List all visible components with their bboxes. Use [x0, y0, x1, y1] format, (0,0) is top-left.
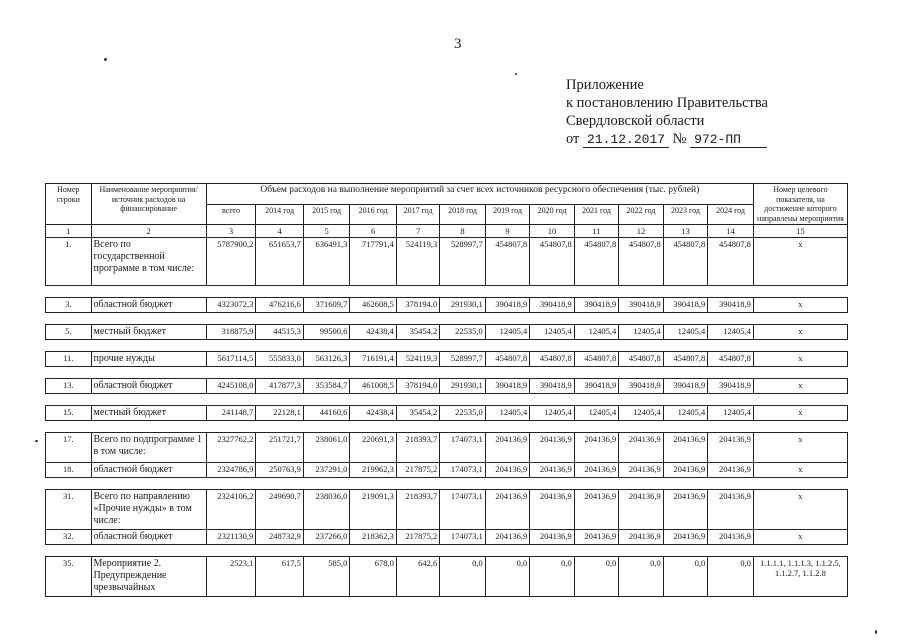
appendix-block	[566, 76, 768, 149]
date-prefix: от	[566, 131, 580, 147]
row-number-cell: 5.	[46, 325, 92, 340]
row-gap	[46, 478, 848, 490]
value-cell: 353584,7	[303, 379, 350, 394]
value-cell: 217875,2	[396, 463, 439, 478]
value-cell: 35454,2	[396, 325, 439, 340]
value-cell: 220691,3	[350, 433, 397, 463]
row-number-cell: 15.	[46, 406, 92, 421]
row-gap	[46, 394, 848, 406]
row-gap-cell	[46, 478, 848, 490]
value-cell: 218393,7	[396, 490, 439, 530]
row-name-cell: областной бюджет	[91, 379, 206, 394]
value-cell: 636491,3	[303, 238, 350, 286]
header-year: 2020 год	[530, 204, 574, 224]
value-cell: 0,0	[485, 557, 529, 597]
value-cell: 371609,7	[303, 298, 350, 313]
row-name-cell: местный бюджет	[91, 406, 206, 421]
value-cell: 528997,7	[440, 238, 486, 286]
value-cell: 204136,9	[619, 433, 663, 463]
header-row-number: Номер строки	[46, 184, 92, 225]
row-name-cell: областной бюджет	[91, 463, 206, 478]
header-volume: Объем расходов на выполнение мероприятий за счет всех источников ресурсного обеспечения (тыс. рублей)	[206, 184, 753, 205]
row-gap	[46, 340, 848, 352]
column-number: 12	[619, 225, 663, 238]
value-cell: 585,0	[303, 557, 350, 597]
value-cell: 390418,9	[530, 298, 574, 313]
value-cell: 5617114,5	[206, 352, 256, 367]
row-gap-cell	[46, 313, 848, 325]
row-name-cell: Мероприятие 2. Предупреждение чрезвычайных	[91, 557, 206, 597]
value-cell: 204136,9	[619, 490, 663, 530]
row-gap	[46, 421, 848, 433]
table-row	[46, 352, 848, 367]
value-cell: 2324106,2	[206, 490, 256, 530]
row-gap-cell	[46, 367, 848, 379]
value-cell: 204136,9	[708, 463, 754, 478]
value-cell: 454807,8	[619, 238, 663, 286]
value-cell: 12405,4	[485, 406, 529, 421]
value-cell: 204136,9	[530, 530, 574, 545]
row-gap	[46, 367, 848, 379]
row-name-cell: местный бюджет	[91, 325, 206, 340]
value-cell: 454807,8	[663, 352, 707, 367]
value-cell: 417877,3	[256, 379, 304, 394]
value-cell: 454807,8	[663, 238, 707, 286]
value-cell: 617,5	[256, 557, 304, 597]
indicator-cell: х	[753, 433, 847, 463]
indicator-cell: х	[753, 379, 847, 394]
budget-table	[45, 183, 848, 597]
row-gap-cell	[46, 286, 848, 298]
value-cell: 204136,9	[530, 433, 574, 463]
value-cell: 716191,4	[350, 352, 397, 367]
value-cell: 204136,9	[530, 463, 574, 478]
value-cell: 2523,1	[206, 557, 256, 597]
row-name-cell: Всего по государственной программе в том числе:	[91, 238, 206, 286]
value-cell: 390418,9	[663, 379, 707, 394]
value-cell: 0,0	[708, 557, 754, 597]
indicator-cell: х	[753, 463, 847, 478]
header-year: 2024 год	[708, 204, 754, 224]
value-cell: 390418,9	[574, 298, 618, 313]
column-number: 8	[440, 225, 486, 238]
numbering-row	[46, 225, 848, 238]
appendix-line: к постановлению Правительства	[566, 95, 768, 111]
table-row	[46, 530, 848, 545]
number-prefix: №	[672, 131, 687, 147]
row-number-cell: 13.	[46, 379, 92, 394]
column-number: 4	[256, 225, 304, 238]
value-cell: 219962,3	[350, 463, 397, 478]
row-gap	[46, 313, 848, 325]
value-cell: 174073,1	[440, 490, 486, 530]
row-number-cell: 35.	[46, 557, 92, 597]
value-cell: 219091,3	[350, 490, 397, 530]
value-cell: 390418,9	[619, 379, 663, 394]
value-cell: 291930,1	[440, 379, 486, 394]
date-value: 21.12.2017	[583, 132, 669, 148]
table-row	[46, 490, 848, 530]
value-cell: 454807,8	[574, 352, 618, 367]
row-number-cell: 18.	[46, 463, 92, 478]
value-cell: 651653,7	[256, 238, 304, 286]
value-cell: 390418,9	[708, 379, 754, 394]
column-number: 5	[303, 225, 350, 238]
column-number: 10	[530, 225, 574, 238]
header-year: 2014 год	[256, 204, 304, 224]
value-cell: 2321130,9	[206, 530, 256, 545]
row-gap-cell	[46, 340, 848, 352]
value-cell: 390418,9	[708, 298, 754, 313]
appendix-line: Свердловской области	[566, 113, 705, 129]
column-number: 3	[206, 225, 256, 238]
row-number-cell: 17.	[46, 433, 92, 463]
value-cell: 0,0	[663, 557, 707, 597]
value-cell: 12405,4	[619, 325, 663, 340]
row-number-cell: 32.	[46, 530, 92, 545]
row-gap-cell	[46, 394, 848, 406]
value-cell: 238061,0	[303, 433, 350, 463]
table-row	[46, 463, 848, 478]
column-number: 6	[350, 225, 397, 238]
table-row	[46, 325, 848, 340]
value-cell: 390418,9	[530, 379, 574, 394]
value-cell: 717791,4	[350, 238, 397, 286]
value-cell: 218362,3	[350, 530, 397, 545]
value-cell: 174073,1	[440, 463, 486, 478]
value-cell: 462608,5	[350, 298, 397, 313]
value-cell: 4245108,0	[206, 379, 256, 394]
value-cell: 4323072,3	[206, 298, 256, 313]
column-number: 2	[91, 225, 206, 238]
scan-speck	[104, 58, 107, 61]
header-name: Наименование мероприятия/источник расходов на финансирование	[91, 184, 206, 225]
value-cell: 237266,0	[303, 530, 350, 545]
column-number: 7	[396, 225, 439, 238]
indicator-cell: х	[753, 238, 847, 286]
indicator-cell: 1.1.1.1, 1.1.1.3, 1.1.2.5, 1.1.2.7, 1.1.2.8	[753, 557, 847, 597]
scan-speck	[35, 440, 38, 442]
value-cell: 390418,9	[574, 379, 618, 394]
value-cell: 204136,9	[619, 463, 663, 478]
row-name-cell: Всего по направлению «Прочие нужды» в том числе:	[91, 490, 206, 530]
value-cell: 528997,7	[440, 352, 486, 367]
header-total: всего	[206, 204, 256, 224]
row-gap-cell	[46, 545, 848, 557]
value-cell: 12405,4	[663, 325, 707, 340]
value-cell: 555833,0	[256, 352, 304, 367]
row-gap	[46, 286, 848, 298]
header-year: 2017 год	[396, 204, 439, 224]
value-cell: 454807,8	[708, 352, 754, 367]
header-year: 2018 год	[440, 204, 486, 224]
value-cell: 524119,3	[396, 238, 439, 286]
value-cell: 12405,4	[663, 406, 707, 421]
table-row	[46, 238, 848, 286]
value-cell: 204136,9	[708, 490, 754, 530]
value-cell: 454807,8	[619, 352, 663, 367]
value-cell: 204136,9	[485, 463, 529, 478]
row-name-cell: Всего по подпрограмме 1 в том числе:	[91, 433, 206, 463]
scan-speck	[875, 630, 877, 634]
value-cell: 291930,1	[440, 298, 486, 313]
row-name-cell: областной бюджет	[91, 530, 206, 545]
value-cell: 204136,9	[485, 530, 529, 545]
value-cell: 237291,0	[303, 463, 350, 478]
value-cell: 42438,4	[350, 406, 397, 421]
value-cell: 12405,4	[530, 406, 574, 421]
value-cell: 12405,4	[530, 325, 574, 340]
indicator-cell: х	[753, 490, 847, 530]
header-year: 2015 год	[303, 204, 350, 224]
value-cell: 0,0	[440, 557, 486, 597]
column-number: 9	[485, 225, 529, 238]
value-cell: 12405,4	[708, 406, 754, 421]
value-cell: 204136,9	[485, 433, 529, 463]
value-cell: 218393,7	[396, 433, 439, 463]
row-number-cell: 1.	[46, 238, 92, 286]
column-number: 11	[574, 225, 618, 238]
column-number: 1	[46, 225, 92, 238]
value-cell: 318875,9	[206, 325, 256, 340]
value-cell: 238036,0	[303, 490, 350, 530]
row-number-cell: 3.	[46, 298, 92, 313]
value-cell: 44515,3	[256, 325, 304, 340]
value-cell: 204136,9	[708, 530, 754, 545]
column-number: 14	[708, 225, 754, 238]
column-number: 13	[663, 225, 707, 238]
value-cell: 378194,0	[396, 298, 439, 313]
value-cell: 12405,4	[619, 406, 663, 421]
appendix-title: Приложение	[566, 77, 644, 93]
value-cell: 0,0	[619, 557, 663, 597]
row-number-cell: 11.	[46, 352, 92, 367]
value-cell: 204136,9	[574, 433, 618, 463]
indicator-cell: х	[753, 352, 847, 367]
header-year: 2022 год	[619, 204, 663, 224]
value-cell: 12405,4	[708, 325, 754, 340]
value-cell: 250763,9	[256, 463, 304, 478]
value-cell: 174073,1	[440, 530, 486, 545]
value-cell: 678,0	[350, 557, 397, 597]
row-gap-cell	[46, 421, 848, 433]
value-cell: 524119,3	[396, 352, 439, 367]
row-name-cell: областной бюджет	[91, 298, 206, 313]
table-body	[46, 238, 848, 597]
header-year: 2021 год	[574, 204, 618, 224]
value-cell: 204136,9	[574, 490, 618, 530]
indicator-cell: х	[753, 325, 847, 340]
value-cell: 12405,4	[574, 325, 618, 340]
value-cell: 454807,8	[485, 238, 529, 286]
value-cell: 390418,9	[485, 379, 529, 394]
value-cell: 204136,9	[663, 490, 707, 530]
value-cell: 2327762,2	[206, 433, 256, 463]
value-cell: 42438,4	[350, 325, 397, 340]
value-cell: 217875,2	[396, 530, 439, 545]
indicator-cell: х	[753, 298, 847, 313]
value-cell: 204136,9	[663, 463, 707, 478]
value-cell: 44160,6	[303, 406, 350, 421]
value-cell: 22535,0	[440, 406, 486, 421]
value-cell: 174073,1	[440, 433, 486, 463]
value-cell: 12405,4	[485, 325, 529, 340]
value-cell: 461008,5	[350, 379, 397, 394]
appendix-date-line	[566, 130, 768, 149]
value-cell: 2324786,9	[206, 463, 256, 478]
number-value: 972-ПП	[690, 132, 767, 148]
value-cell: 12405,4	[574, 406, 618, 421]
value-cell: 99500,6	[303, 325, 350, 340]
value-cell: 204136,9	[619, 530, 663, 545]
value-cell: 204136,9	[530, 490, 574, 530]
indicator-cell: х	[753, 406, 847, 421]
header-indicator: Номер целевого показателя, на достижение которого направлены мероприятия	[753, 184, 847, 225]
value-cell: 204136,9	[574, 463, 618, 478]
column-number: 15	[753, 225, 847, 238]
value-cell: 454807,8	[485, 352, 529, 367]
value-cell: 241148,7	[206, 406, 256, 421]
row-number-cell: 31.	[46, 490, 92, 530]
value-cell: 476216,6	[256, 298, 304, 313]
value-cell: 0,0	[530, 557, 574, 597]
table-row	[46, 406, 848, 421]
value-cell: 378194,0	[396, 379, 439, 394]
value-cell: 204136,9	[663, 433, 707, 463]
value-cell: 454807,8	[530, 238, 574, 286]
row-name-cell: прочие нужды	[91, 352, 206, 367]
value-cell: 204136,9	[708, 433, 754, 463]
scan-speck	[515, 73, 517, 75]
value-cell: 204136,9	[485, 490, 529, 530]
value-cell: 204136,9	[663, 530, 707, 545]
value-cell: 248732,9	[256, 530, 304, 545]
header-year: 2019 год	[485, 204, 529, 224]
value-cell: 0,0	[574, 557, 618, 597]
table-row	[46, 433, 848, 463]
indicator-cell: х	[753, 530, 847, 545]
header-year: 2023 год	[663, 204, 707, 224]
value-cell: 390418,9	[485, 298, 529, 313]
value-cell: 249690,7	[256, 490, 304, 530]
value-cell: 454807,8	[708, 238, 754, 286]
value-cell: 454807,8	[574, 238, 618, 286]
table-header	[46, 184, 848, 238]
header-year: 2016 год	[350, 204, 397, 224]
value-cell: 390418,9	[619, 298, 663, 313]
value-cell: 22128,1	[256, 406, 304, 421]
value-cell: 22535,0	[440, 325, 486, 340]
table-row	[46, 379, 848, 394]
page-number: 3	[454, 36, 462, 52]
value-cell: 390418,9	[663, 298, 707, 313]
value-cell: 204136,9	[574, 530, 618, 545]
table-row	[46, 298, 848, 313]
table-row	[46, 557, 848, 597]
value-cell: 454807,8	[530, 352, 574, 367]
value-cell: 563126,3	[303, 352, 350, 367]
value-cell: 5787900,2	[206, 238, 256, 286]
value-cell: 35454,2	[396, 406, 439, 421]
value-cell: 642,6	[396, 557, 439, 597]
value-cell: 251721,7	[256, 433, 304, 463]
row-gap	[46, 545, 848, 557]
